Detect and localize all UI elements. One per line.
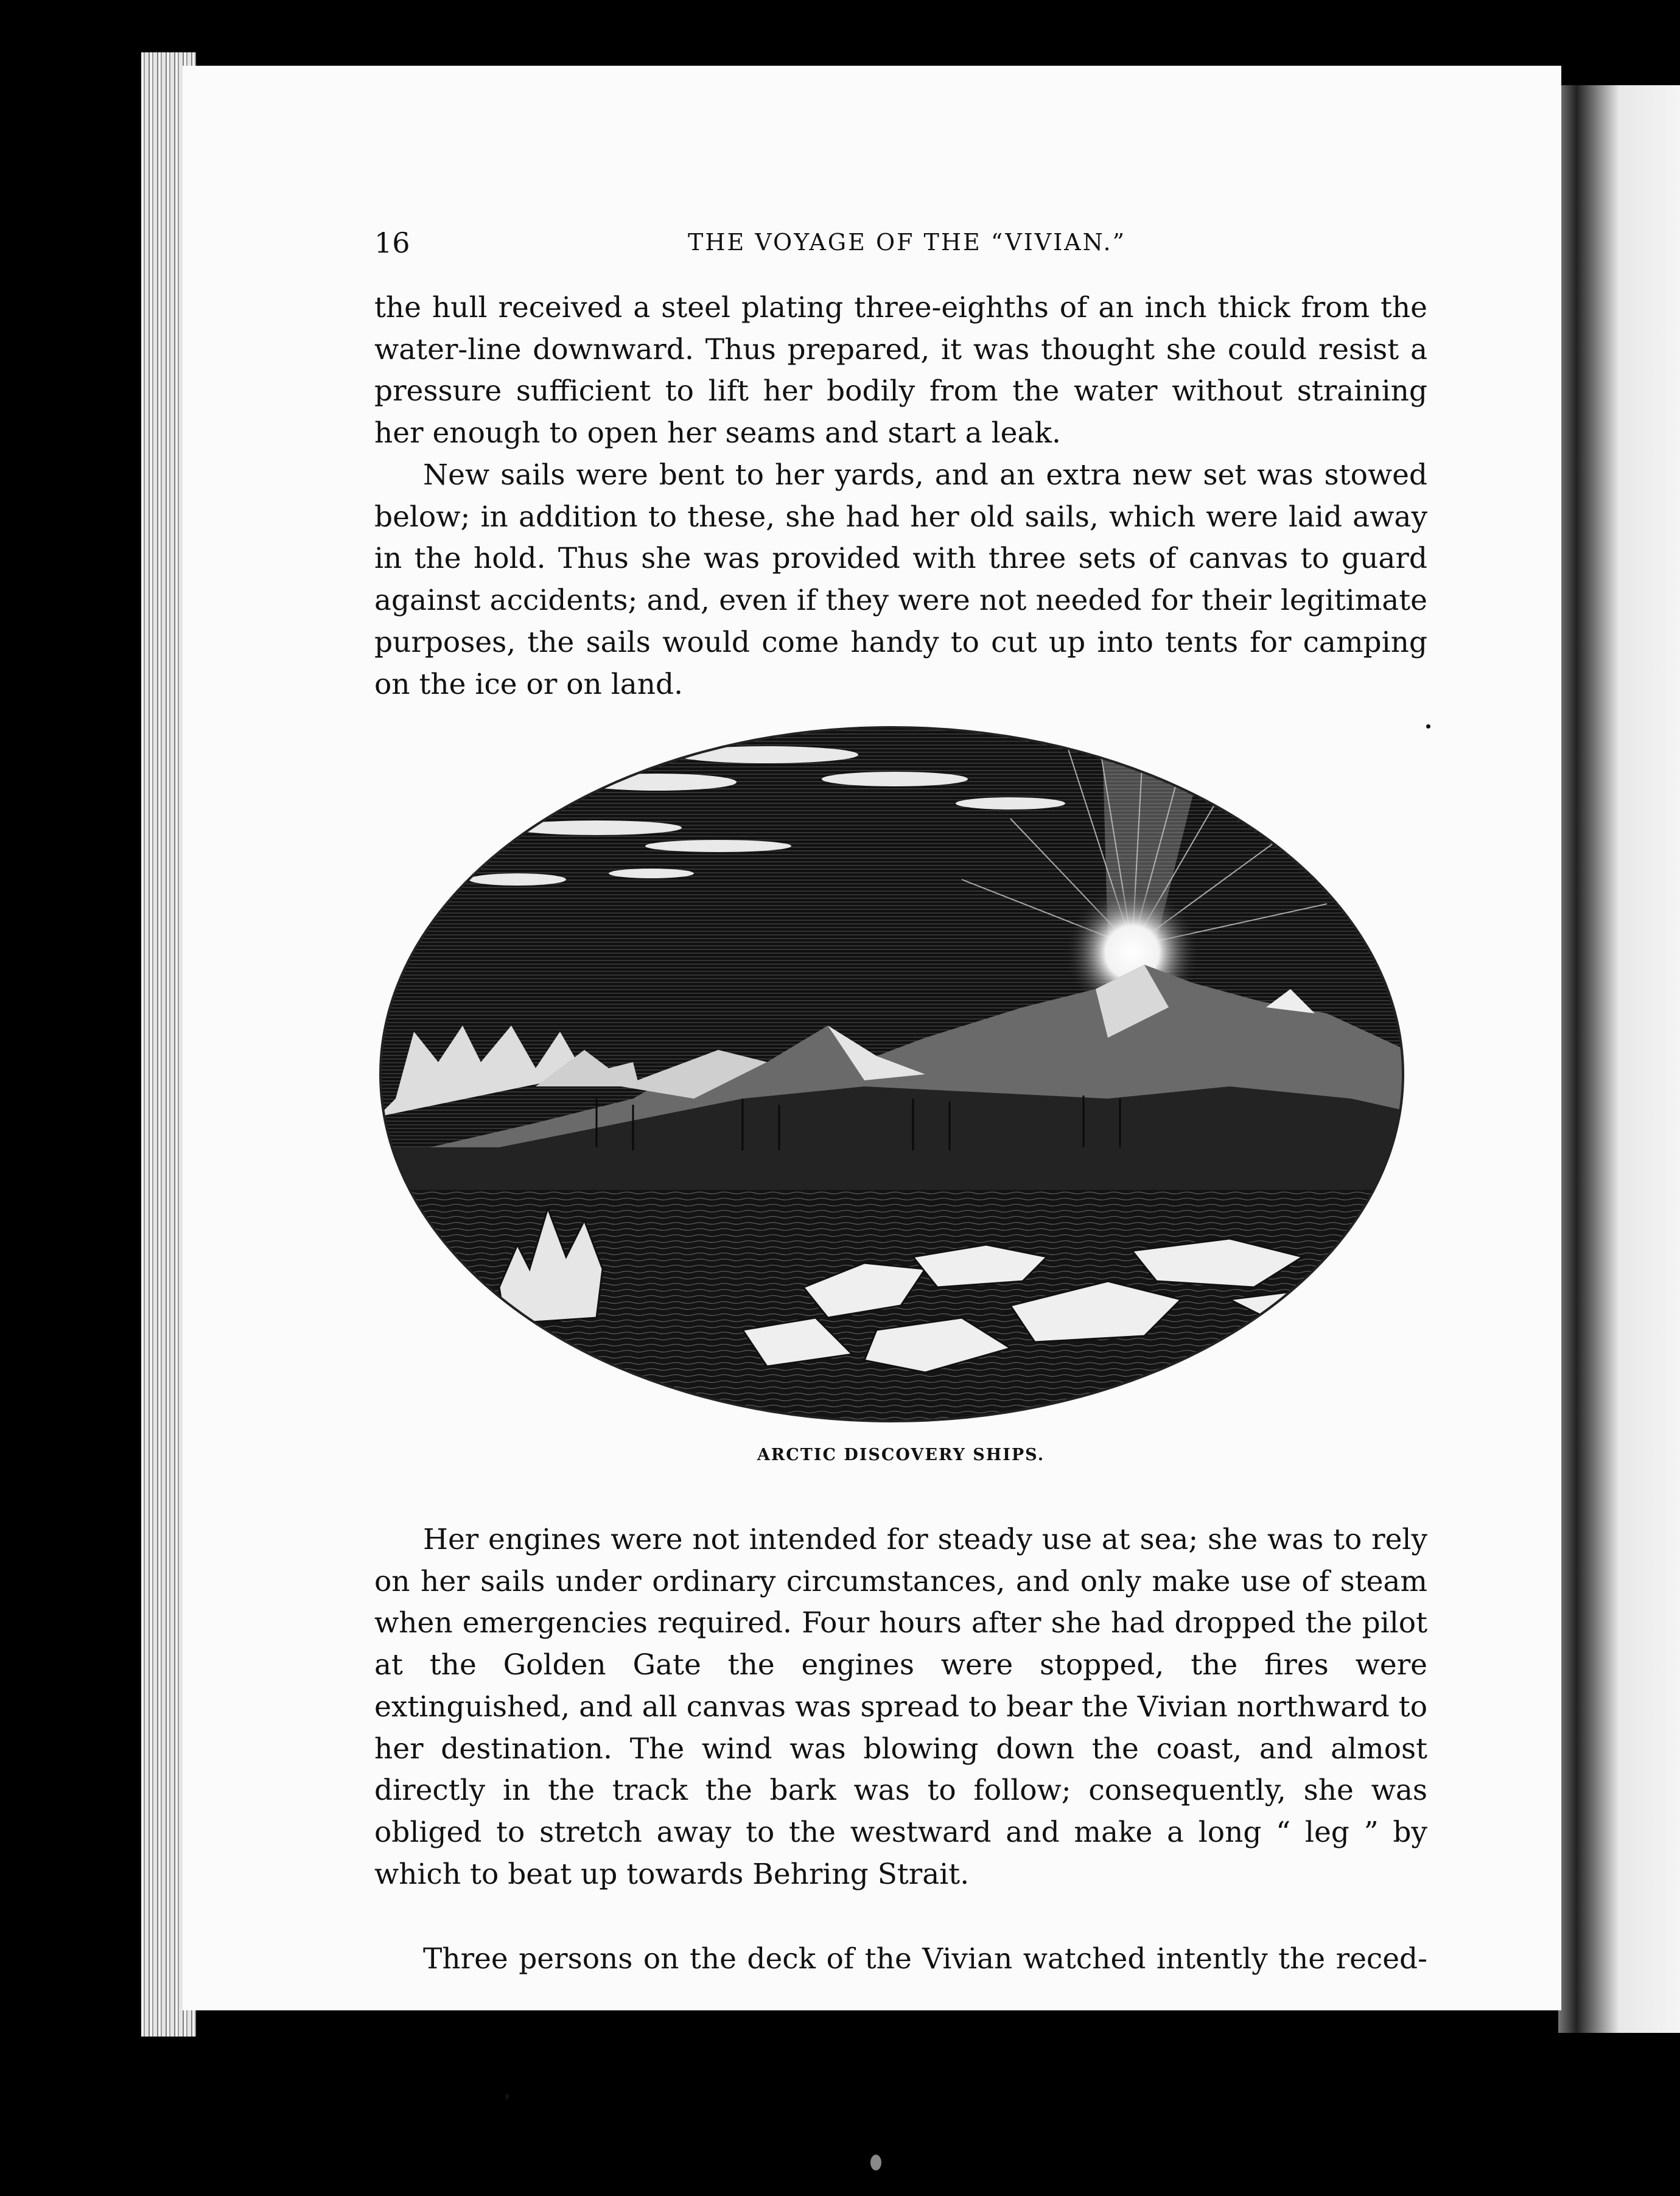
print-speck <box>870 2155 881 2170</box>
print-speck <box>505 2094 509 2100</box>
paragraph-2: New sails were bent to her yards, and an extra new set was stowed below; in addition to these, she had her old sails, which were laid away in the hold. Thus she was provided with three sets of canvas to guard against accidents; and, even if they were not needed for their legitimate purposes, the sails would come handy to cut up into tents for camping on the ice or on land. <box>374 458 1427 701</box>
facing-page-edge <box>1558 85 1680 2033</box>
page-number: 16 <box>374 226 410 259</box>
paragraph-3: Her engines were not intended for steady use at sea; she was to rely on her sails under ordinary circumstances, and only make use of steam when emergencies required. Four hours after she had dropped the pilot at the Golden Gate the engines were stopped, the fires were extinguished, and all canvas was spread to bear the Vivian northward to her destination. The wind was blowing down the coast, and almost directly in the track the bark was to follow; consequently, she was obliged to stretch away to the westward and make a long “ leg ” by which to beat up towards Behring Strait. <box>374 1523 1427 1891</box>
running-title: THE VOYAGE OF THE “VIVIAN.” <box>687 229 1127 256</box>
figure-caption: ARCTIC DISCOVERY SHIPS. <box>757 1446 1045 1464</box>
paragraph-1: the hull received a steel plating three-eighths of an inch thick from the water-line downward. Thus prepared, it was thought she could resist a pressure sufficient to lift her bodily from the water without straining her enough to open her seams and start a leak. <box>374 291 1427 450</box>
paragraph-4: Three persons on the deck of the Vivian watched intently the reced- <box>423 1942 1427 1976</box>
running-head <box>374 226 1440 269</box>
engraving-arctic-discovery-ships <box>377 721 1406 1427</box>
print-speck <box>1426 724 1430 729</box>
